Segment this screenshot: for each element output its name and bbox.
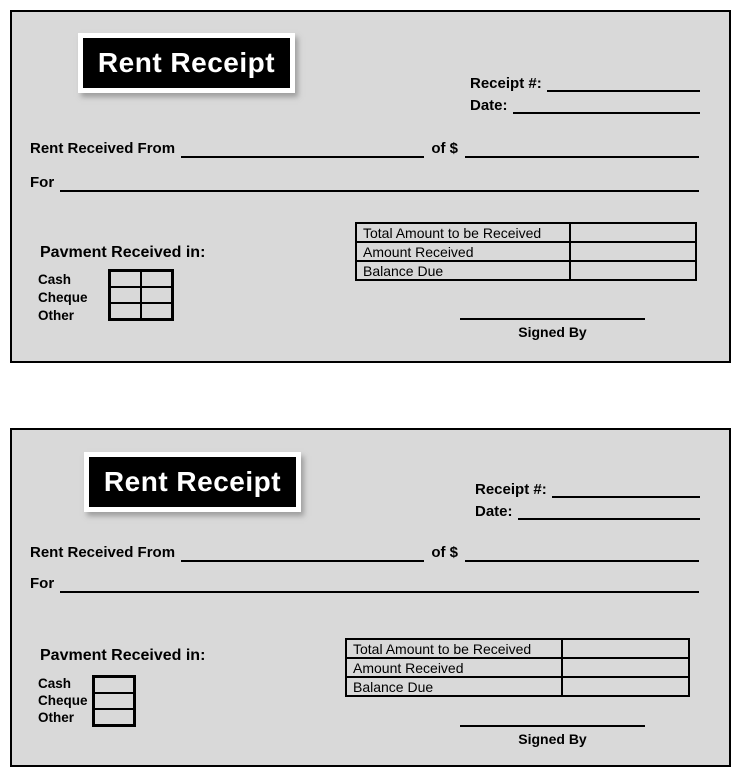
receipt-meta: [470, 70, 700, 114]
title-plate: [78, 33, 295, 93]
table-row: [346, 677, 689, 696]
payment-grid-cell[interactable]: [110, 303, 141, 319]
date-label: Date:: [470, 97, 508, 114]
payment-grid-cell[interactable]: [94, 709, 134, 725]
rent-receipt-card: [10, 428, 731, 767]
for-row: [30, 168, 699, 192]
receipt-number-line[interactable]: [547, 68, 700, 92]
for-line[interactable]: [60, 166, 699, 192]
signature-line: [460, 318, 645, 320]
receipt-number-row: [475, 476, 700, 498]
signature-line-space[interactable]: [460, 302, 645, 318]
table-row: [346, 658, 689, 677]
payment-grid-cell[interactable]: [141, 303, 172, 319]
page-title: Rent Receipt: [83, 38, 290, 88]
date-label: Date:: [475, 503, 513, 520]
received-from-line[interactable]: [181, 536, 424, 562]
amount-label-cell: Amount Received: [356, 242, 570, 261]
amount-value-cell[interactable]: [570, 223, 696, 242]
amounts-table: [355, 222, 697, 281]
amount-label-cell: Balance Due: [356, 261, 570, 280]
amount-value-cell[interactable]: [570, 242, 696, 261]
payment-method-label: Cheque: [38, 290, 88, 305]
amount-value-cell[interactable]: [570, 261, 696, 280]
payment-grid-cell[interactable]: [141, 287, 172, 303]
amount-label-cell: Total Amount to be Received: [346, 639, 562, 658]
for-row: [30, 569, 699, 593]
signature-line: [460, 725, 645, 727]
payment-grid: [92, 675, 136, 727]
amount-value-cell[interactable]: [562, 658, 689, 677]
signed-by-label: Signed By: [518, 324, 587, 340]
payment-grid-cell[interactable]: [110, 271, 141, 287]
payment-grid-cell[interactable]: [94, 693, 134, 709]
for-label: For: [30, 575, 55, 592]
payment-heading: Pavment Received in:: [40, 244, 206, 261]
for-line[interactable]: [60, 567, 699, 593]
payment-method-label: Cash: [38, 676, 72, 691]
signature-block: [460, 302, 645, 340]
signature-block: [460, 709, 645, 747]
table-row: [356, 242, 696, 261]
received-from-row: [30, 538, 699, 562]
received-from-label: Rent Received From: [30, 544, 176, 561]
signature-line-space[interactable]: [460, 709, 645, 725]
receipt-number-label: Receipt #:: [470, 75, 542, 92]
of-amount-label: of $: [431, 544, 459, 561]
payment-grid: [108, 269, 174, 321]
payment-grid-cell[interactable]: [110, 287, 141, 303]
amount-value-cell[interactable]: [562, 639, 689, 658]
signed-by-label: Signed By: [518, 731, 587, 747]
received-from-line[interactable]: [181, 132, 424, 158]
date-row: [470, 92, 700, 114]
date-line[interactable]: [518, 496, 700, 520]
amount-label-cell: Total Amount to be Received: [356, 223, 570, 242]
amount-label-cell: Balance Due: [346, 677, 562, 696]
payment-method-label: Cash: [38, 272, 72, 287]
amounts-table: [345, 638, 690, 697]
title-plate: [84, 452, 301, 512]
payment-method-label: Other: [38, 710, 75, 725]
received-from-label: Rent Received From: [30, 140, 176, 157]
date-row: [475, 498, 700, 520]
receipt-number-line[interactable]: [552, 474, 700, 498]
receipt-meta: [475, 476, 700, 520]
table-row: [356, 261, 696, 280]
amount-line[interactable]: [465, 132, 699, 158]
table-row: [356, 223, 696, 242]
amount-line[interactable]: [465, 536, 699, 562]
amount-value-cell[interactable]: [562, 677, 689, 696]
receipt-number-label: Receipt #:: [475, 481, 547, 498]
for-label: For: [30, 174, 55, 191]
payment-method-label: Other: [38, 308, 75, 323]
page-title: Rent Receipt: [89, 457, 296, 507]
payment-grid-cell[interactable]: [141, 271, 172, 287]
rent-receipt-card: [10, 10, 731, 363]
payment-heading: Pavment Received in:: [40, 647, 206, 664]
amount-label-cell: Amount Received: [346, 658, 562, 677]
received-from-row: [30, 134, 699, 158]
date-line[interactable]: [513, 90, 700, 114]
payment-method-label: Cheque: [38, 693, 88, 708]
of-amount-label: of $: [431, 140, 459, 157]
payment-grid-cell[interactable]: [94, 677, 134, 693]
table-row: [346, 639, 689, 658]
receipt-number-row: [470, 70, 700, 92]
